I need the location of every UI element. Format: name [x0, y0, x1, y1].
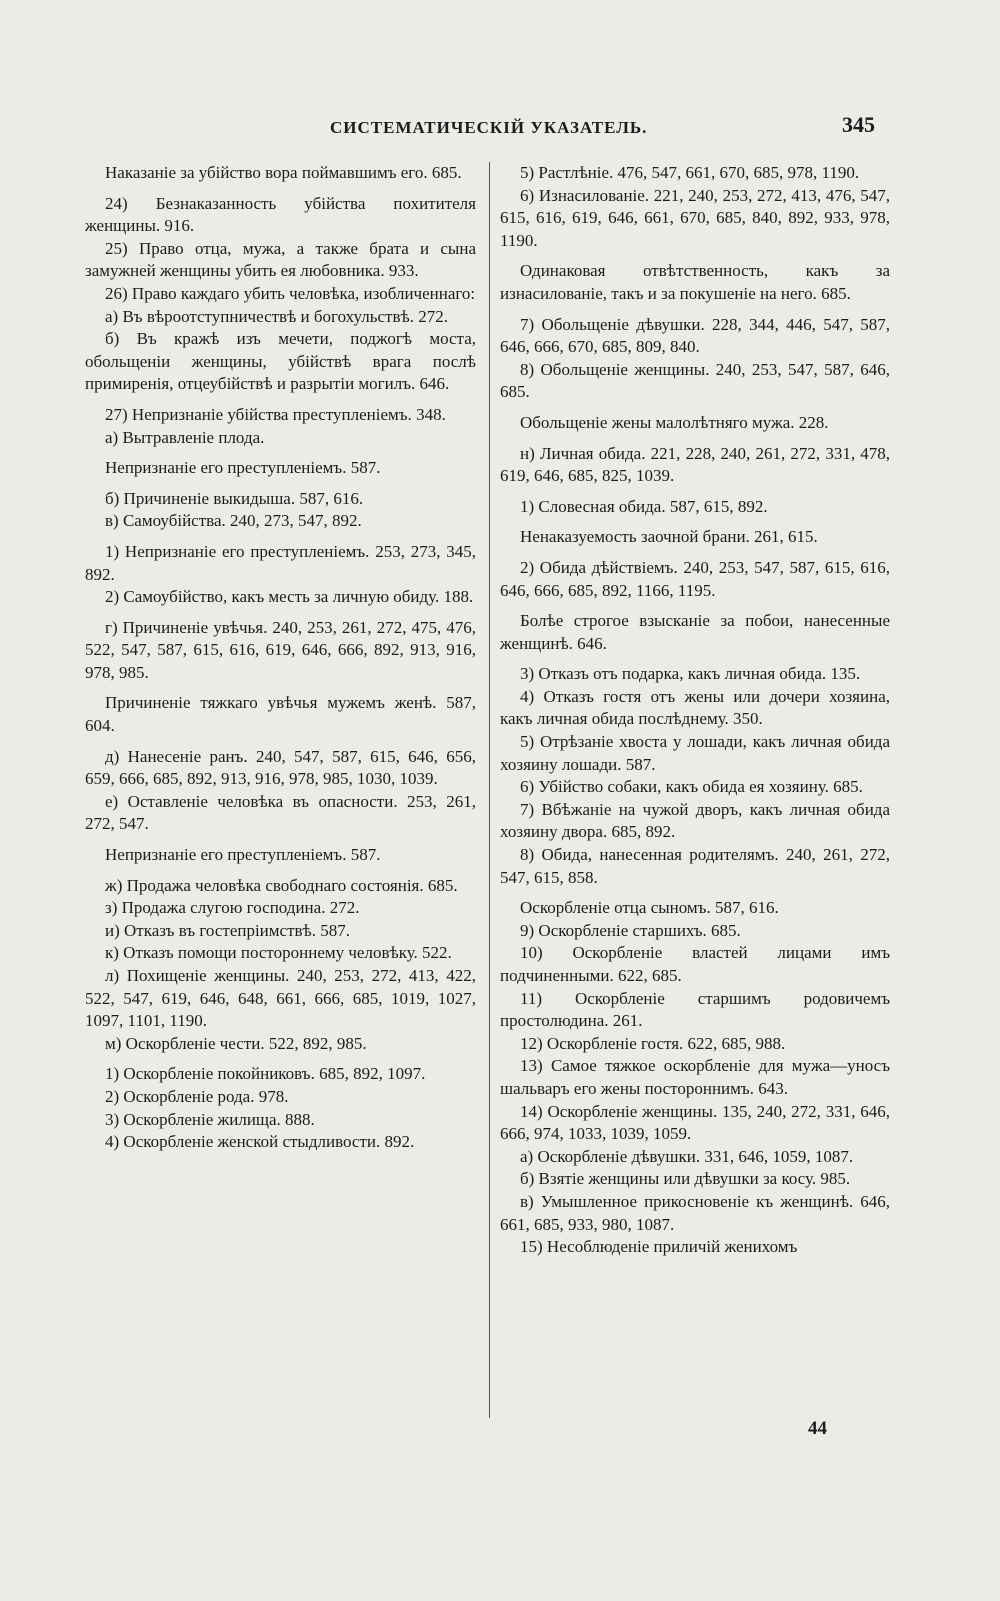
index-entry: 9) Оскорбленіе старшихъ. 685.	[520, 920, 741, 940]
index-entry: 1) Непризнаніе его преступленіемъ. 253, 273, 345, 892.	[85, 541, 476, 584]
index-entry: Причиненіе тяжкаго увѣчья мужемъ женѣ. 587, 604.	[85, 693, 476, 736]
index-entry: Болѣе строгое взысканіе за побои, нанесенные женщинѣ. 646.	[500, 611, 890, 653]
index-entry: б) Въ кражѣ изъ мечети, поджогѣ моста, обольщеніи женщины, убійствѣ врага послѣ примиренія, отцеубійствѣ и разрытіи могилъ. 646.	[85, 329, 476, 394]
index-entry: к) Отказъ помощи постороннему человѣку. 522.	[105, 943, 452, 963]
index-entry: 4) Оскорбленіе женской стыдливости. 892.	[105, 1132, 415, 1152]
index-entry: 10) Оскорбленіе властей лицами имъ подчиненными. 622, 685.	[500, 943, 890, 985]
index-entry: б) Взятіе женщины или дѣвушки за косу. 985.	[520, 1169, 851, 1189]
index-entry: 12) Оскорбленіе гостя. 622, 685, 988.	[520, 1033, 786, 1053]
index-entry: 27) Непризнаніе убійства преступленіемъ. 348.	[105, 404, 446, 424]
index-entry: Оскорбленіе отца сыномъ. 587, 616.	[520, 898, 779, 918]
index-entry: 8) Обольщеніе женщины. 240, 253, 547, 587, 646, 685.	[500, 359, 890, 402]
index-entry: л) Похищеніе женщины. 240, 253, 272, 413, 422, 522, 547, 619, 646, 648, 661, 666, 685, 1019, 1027, 1097, 1101, 1190.	[85, 966, 476, 1031]
index-entry: 5) Растлѣніе. 476, 547, 661, 670, 685, 978, 1190.	[520, 163, 860, 182]
index-entry: а) Въ вѣроотступничествѣ и богохульствѣ. 272.	[105, 306, 448, 326]
index-entry: 1) Оскорбленіе покойниковъ. 685, 892, 1097.	[105, 1064, 426, 1084]
index-entry: 25) Право отца, мужа, а также брата и сына замужней женщины убить ея любовника. 933.	[85, 238, 476, 281]
right-column	[500, 162, 890, 1259]
left-column	[85, 162, 476, 1154]
index-entry: з) Продажа слугою господина. 272.	[105, 898, 360, 918]
index-entry: Ненаказуемость заочной брани. 261, 615.	[520, 527, 818, 547]
index-entry: г) Причиненіе увѣчья. 240, 253, 261, 272, 475, 476, 522, 547, 587, 615, 616, 619, 646, 666, 892, 913, 916, 978, 985.	[85, 617, 476, 682]
column-divider	[489, 162, 490, 1418]
index-entry: 2) Оскорбленіе рода. 978.	[105, 1086, 289, 1106]
index-entry: 6) Изнасилованіе. 221, 240, 253, 272, 413, 476, 547, 615, 616, 619, 646, 661, 670, 685, 840, 892, 933, 978, 1190.	[500, 185, 890, 250]
index-entry: 24) Безнаказанность убійства похитителя женщины. 916.	[85, 193, 476, 236]
index-entry: 6) Убійство собаки, какъ обида ея хозяину. 685.	[520, 777, 863, 797]
index-entry: Одинаковая отвѣтственность, какъ за изнасилованіе, такъ и за покушеніе на него. 685.	[500, 261, 890, 303]
running-header	[330, 112, 885, 144]
index-entry: ж) Продажа человѣка свободнаго состоянія. 685.	[105, 875, 458, 895]
index-entry: 14) Оскорбленіе женщины. 135, 240, 272, 331, 646, 666, 974, 1033, 1039, 1059.	[500, 1101, 890, 1144]
index-entry: 7) Вбѣжаніе на чужой дворъ, какъ личная обида хозяину двора. 685, 892.	[500, 799, 890, 842]
index-entry: 11) Оскорбленіе старшимъ родовичемъ простолюдина. 261.	[500, 988, 890, 1031]
index-entry: 2) Самоубійство, какъ месть за личную обиду. 188.	[105, 587, 474, 607]
index-entry: в) Умышленное прикосновеніе къ женщинѣ. 646, 661, 685, 933, 980, 1087.	[500, 1191, 890, 1234]
index-entry: 5) Отрѣзаніе хвоста у лошади, какъ личная обида хозяину лошади. 587.	[500, 732, 890, 774]
index-entry: м) Оскорбленіе чести. 522, 892, 985.	[105, 1033, 367, 1053]
page-number: 345	[842, 112, 875, 137]
index-entry: Непризнаніе его преступленіемъ. 587.	[105, 845, 381, 865]
index-entry: 1) Словесная обида. 587, 615, 892.	[520, 496, 768, 516]
index-entry: 15) Несоблюденіе приличій женихомъ	[520, 1237, 798, 1257]
index-entry: 13) Самое тяжкое оскорбленіе для мужа—уносъ шальваръ его жены постороннимъ. 643.	[500, 1056, 890, 1098]
index-entry: е) Оставленіе человѣка въ опасности. 253, 261, 272, 547.	[85, 791, 476, 834]
index-entry: 4) Отказъ гостя отъ жены или дочери хозяина, какъ личная обида послѣднему. 350.	[500, 686, 890, 729]
index-entry: 3) Оскорбленіе жилища. 888.	[105, 1109, 315, 1129]
index-entry: а) Оскорбленіе дѣвушки. 331, 646, 1059, 1087.	[520, 1146, 854, 1166]
index-entry: а) Вытравленіе плода.	[105, 427, 265, 447]
index-entry: 2) Обида дѣйствіемъ. 240, 253, 547, 587, 615, 616, 646, 666, 685, 892, 1166, 1195.	[500, 557, 890, 600]
index-entry: б) Причиненіе выкидыша. 587, 616.	[105, 488, 364, 508]
index-entry: 3) Отказъ отъ подарка, какъ личная обида. 135.	[520, 664, 861, 684]
index-entry: 7) Обольщеніе дѣвушки. 228, 344, 446, 547, 587, 646, 666, 670, 685, 809, 840.	[500, 314, 890, 357]
index-entry: н) Личная обида. 221, 228, 240, 261, 272, 331, 478, 619, 646, 685, 825, 1039.	[500, 443, 890, 486]
index-entry: и) Отказъ въ гостепріимствѣ. 587.	[105, 920, 351, 940]
index-entry: Непризнаніе его преступленіемъ. 587.	[105, 458, 381, 478]
signature-mark: 44	[808, 1418, 827, 1439]
index-entry: д) Нанесеніе ранъ. 240, 547, 587, 615, 646, 656, 659, 666, 685, 892, 913, 916, 978, 985, 1030, 1039.	[85, 746, 476, 789]
index-entry: Обольщеніе жены малолѣтняго мужа. 228.	[520, 412, 829, 432]
index-entry: 26) Право каждаго убить человѣка, изобличеннаго:	[105, 283, 476, 303]
index-entry: 8) Обида, нанесенная родителямъ. 240, 261, 272, 547, 615, 858.	[500, 845, 890, 887]
index-entry: Наказаніе за убійство вора поймавшимъ его. 685.	[105, 163, 462, 182]
index-entry: в) Самоубійства. 240, 273, 547, 892.	[105, 511, 362, 531]
running-title: СИСТЕМАТИЧЕСКІЙ УКАЗАТЕЛЬ.	[330, 118, 648, 137]
